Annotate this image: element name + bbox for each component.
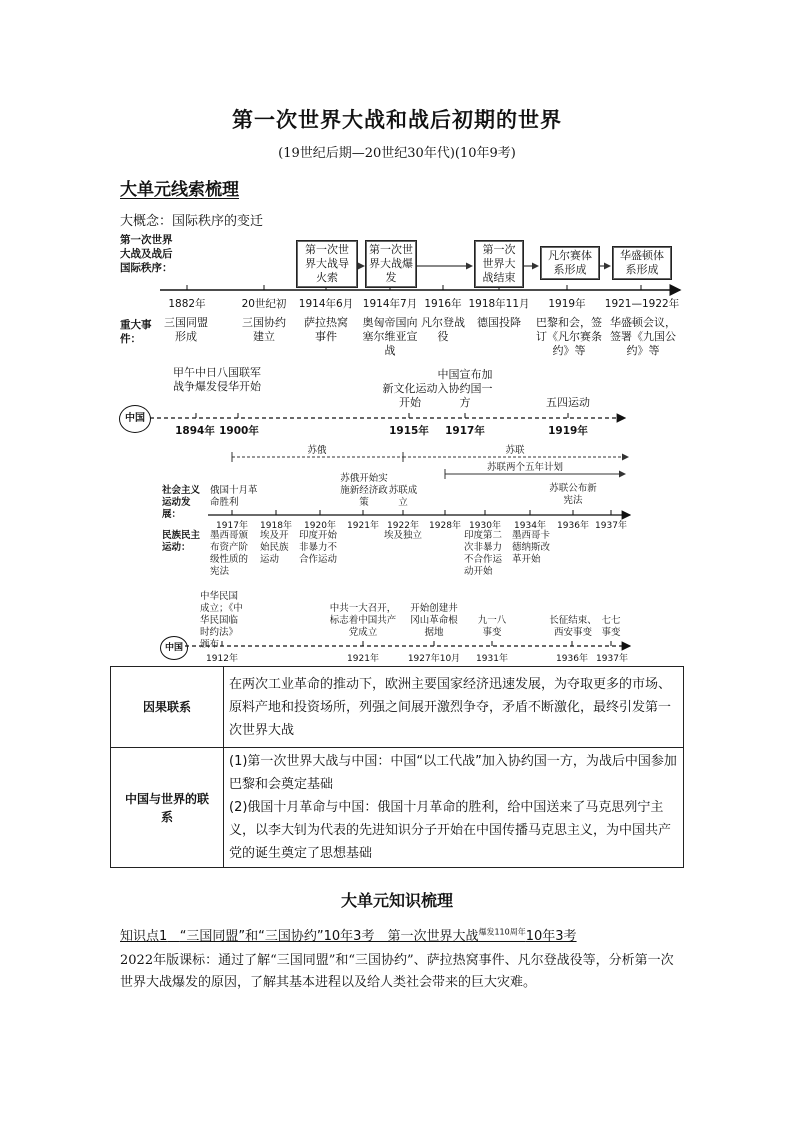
- nat-event: 埃及独立: [383, 530, 422, 541]
- tl3-year: 1920年: [304, 521, 336, 531]
- tl1-year: 1882年: [168, 298, 206, 310]
- tl4-year: 1912年: [206, 654, 238, 664]
- tl4-year: 1937年: [596, 654, 628, 664]
- section-heading-clues: 大单元线索梳理: [120, 180, 239, 200]
- tl2-year: 1900年: [219, 425, 259, 437]
- tl3-year: 1934年: [514, 521, 546, 531]
- timeline1-label: 第一次世界大战及战后国际秩序：: [120, 234, 173, 274]
- big-concept: 大概念：国际秩序的变迁: [120, 214, 264, 229]
- tl4-event: 中华民国成立；《中华民国临时约法》颁布: [200, 591, 243, 650]
- tl1-event: 奥匈帝国向塞尔维亚宣战: [362, 316, 418, 357]
- nat-event: 墨西哥颁布资产阶级性质的宪法: [210, 530, 249, 577]
- tl3-year: 1921年: [347, 521, 379, 531]
- tl4-year: 1927年10月: [407, 654, 461, 664]
- tl3-year: 1928年: [429, 521, 461, 531]
- tl3-year: 1930年: [469, 521, 501, 531]
- tl2-event: 中国宣布加入协约国一方: [437, 368, 493, 409]
- tl3-year: 1917年: [216, 521, 248, 531]
- table-row-head: 中国与世界的联系: [111, 748, 224, 868]
- socialism-label: 社会主义运动发展：: [162, 485, 201, 520]
- tl4-event: 开始创建井冈山革命根据地: [410, 603, 458, 638]
- tl2-event: 八国联军侵华开始: [217, 366, 261, 393]
- table-row-content: [224, 748, 684, 868]
- tl3-year: 1922年: [387, 521, 419, 531]
- tl1-event: 萨拉热窝事件: [304, 316, 348, 343]
- tl3-year: 1937年: [595, 521, 627, 531]
- page-title: 第一次世界大战和战后初期的世界: [232, 107, 562, 132]
- tl1-year: 1918年11月: [468, 298, 530, 310]
- nat-event: 墨西哥卡德纳斯改革开始: [512, 530, 551, 565]
- tl1-event: 德国投降: [477, 316, 521, 329]
- tl1-event: 三国同盟形成: [164, 316, 208, 343]
- soc-event: 俄国十月革命胜利: [210, 485, 258, 508]
- tl2-event: 五四运动: [546, 396, 590, 409]
- su-lian-label: 苏联: [505, 445, 525, 456]
- events-label: 重大事件：: [120, 319, 152, 345]
- tl1-year: 1914年6月: [298, 298, 354, 310]
- soc-event: 苏俄开始实施新经济政策: [340, 473, 388, 508]
- tl1-year: 20世纪初: [241, 298, 287, 310]
- box-wwi-trigger: 第一次世界大战导火索: [296, 240, 358, 288]
- table-row: [111, 667, 684, 748]
- table-row: [111, 748, 684, 868]
- soc-event: 苏联公布新宪法: [549, 483, 597, 506]
- tl2-year: 1915年: [389, 425, 429, 437]
- tl1-event: 巴黎和会，签订《凡尔赛条约》等: [536, 316, 602, 357]
- tl4-event: 中共一大召开，标志着中国共产党成立: [329, 603, 397, 638]
- table-row-content-line: (1)第一次世界大战与中国：中国“以工代战”加入协约国一方，为战后中国参加巴黎和会奠定基础: [229, 754, 677, 792]
- tl3-year: 1918年: [260, 521, 292, 531]
- table-row-content-line: (2)俄国十月革命与中国：俄国十月革命的胜利，给中国送来了马克思列宁主义，以李大钊为代表的先进知识分子开始在中国传播马克思主义，为中国共产党的诞生奠定了思想基础: [229, 800, 672, 861]
- tl2-event: 甲午中日战争爆发: [173, 366, 217, 393]
- nat-event: 印度开始非暴力不合作运动: [299, 530, 338, 565]
- tl4-year: 1921年: [347, 654, 379, 664]
- tl4-year: 1931年: [476, 654, 508, 664]
- tl1-year: 1921—1922年: [604, 298, 680, 310]
- tl4-event: 长征结束、西安事变: [549, 615, 597, 638]
- tl2-year: 1917年: [445, 425, 485, 437]
- china-circle-1: 中国: [119, 405, 151, 433]
- tl3-year: 1936年: [557, 521, 589, 531]
- curriculum-standard: 2022年版课标：通过了解“三国同盟”和“三国协约”、萨拉热窝事件、凡尔登战役等，分析第一次世界大战爆发的原因，了解其基本进程以及给人类社会带来的巨大灾难。: [120, 953, 674, 990]
- china-circle-2: 中国: [160, 636, 188, 660]
- nat-event: 埃及开始民族运动: [260, 530, 289, 565]
- page-subtitle: (19世纪后期—20世纪30年代)(10年9考): [278, 146, 516, 161]
- box-versailles: 凡尔赛体系形成: [540, 246, 600, 280]
- table-row-content: 在两次工业革命的推动下，欧洲主要国家经济迅速发展，为夺取更多的市场、原料产地和投资场所，列强之间展开激烈争夺，矛盾不断激化，最终引发第一次世界大战: [224, 667, 684, 748]
- tl1-year: 1916年: [424, 298, 462, 310]
- tl4-year: 1936年: [556, 654, 588, 664]
- section-heading-knowledge: 大单元知识梳理: [340, 891, 453, 910]
- su-e-label: 苏俄: [307, 445, 327, 456]
- tl1-year: 1919年: [548, 298, 586, 310]
- box-washington: 华盛顿体系形成: [612, 246, 672, 280]
- tl1-year: 1914年7月: [362, 298, 418, 310]
- connections-table: [110, 666, 684, 868]
- tl4-event: 九一八事变: [477, 615, 507, 638]
- five-year-plan-label: 苏联两个五年计划: [486, 462, 563, 473]
- box-wwi-end: 第一次世界大战结束: [474, 240, 524, 288]
- national-movement-label: 民族民主运动：: [162, 530, 201, 553]
- nat-event: 印度第二次非暴力不合作运动开始: [464, 530, 503, 577]
- tl1-event: 华盛顿会议，签署《九国公约》等: [610, 316, 676, 357]
- box-wwi-outbreak: 第一次世界大战爆发: [365, 240, 417, 288]
- tl2-year: 1894年: [175, 425, 215, 437]
- knowledge-point-heading: 知识点1 “三国同盟”和“三国协约”10年3考 第一次世界大战$^{爆发110周年}$10年3考: [120, 927, 577, 944]
- tl2-event: 新文化运动开始: [382, 382, 438, 409]
- tl2-year: 1919年: [548, 425, 588, 437]
- tl4-event: 七七事变: [601, 615, 621, 638]
- tl1-event: 凡尔登战役: [421, 316, 465, 343]
- soc-event: 苏联成立: [388, 485, 418, 508]
- tl1-event: 三国协约建立: [242, 316, 286, 343]
- table-row-head: 因果联系: [111, 667, 224, 748]
